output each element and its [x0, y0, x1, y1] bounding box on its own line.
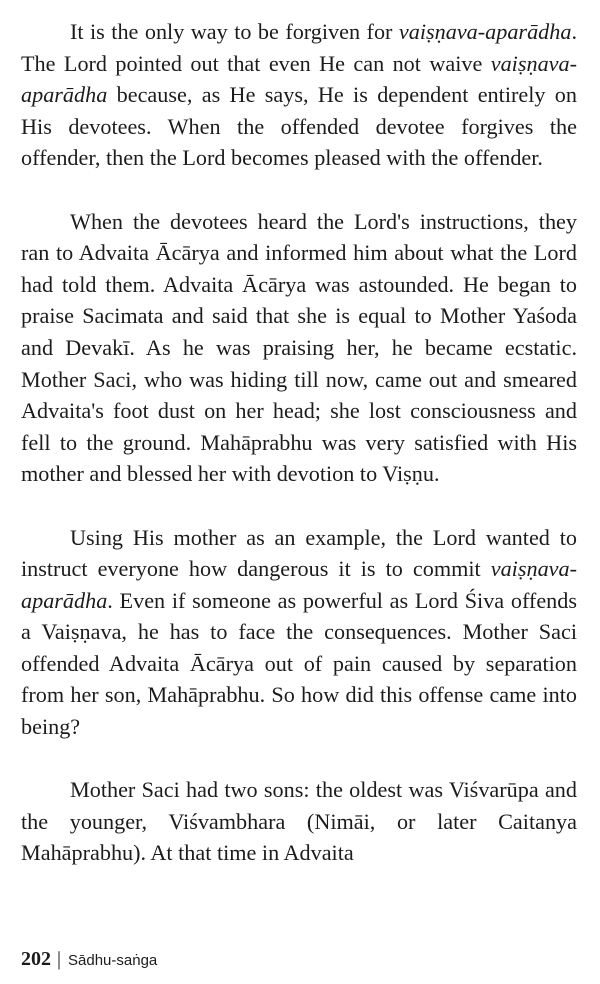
body-text	[21, 16, 577, 869]
paragraph-1: It is the only way to be forgiven for vaiṣṇava-aparādha. The Lord pointed out that even He can not waive vaiṣṇava-aparādha because, as He says, He is dependent entirely on His devotees. When the offended devotee forgives the offender, then the Lord becomes pleased with the offender.	[21, 19, 577, 171]
paragraph-4: Mother Saci had two sons: the oldest was Viśvarūpa and the younger, Viśvambhara (Nimāi, or later Caitanya Mahāprabhu). At that time in Advaita	[21, 777, 577, 866]
paragraph-2: When the devotees heard the Lord's instructions, they ran to Advaita Ācārya and informed him about what the Lord had told them. Advaita Ācārya was astounded. He began to praise Sacimata and said that she is equal to Mother Yaśoda and Devakī. As he was praising her, he became ecstatic. Mother Saci, who was hiding till now, came out and smeared Advaita's foot dust on her head; she lost consciousness and fell to the ground. Mahāprabhu was very satisfied with His mother and blessed her with devotion to Viṣṇu.	[21, 208, 577, 487]
page-number: 202	[21, 948, 51, 970]
running-head: Sādhu-saṅga	[68, 952, 158, 969]
footer-separator: |	[57, 948, 62, 970]
page-footer	[21, 948, 157, 971]
paragraph-3: Using His mother as an example, the Lord wanted to instruct everyone how dangerous it is to commit vaiṣṇava-aparādha. Even if someone as powerful as Lord Śiva offends a Vaiṣṇava, he has to face the consequences. Mother Saci offended Advaita Ācārya out of pain caused by separation from her son, Mahāprabhu. So how did this offense came into being?	[21, 524, 577, 740]
